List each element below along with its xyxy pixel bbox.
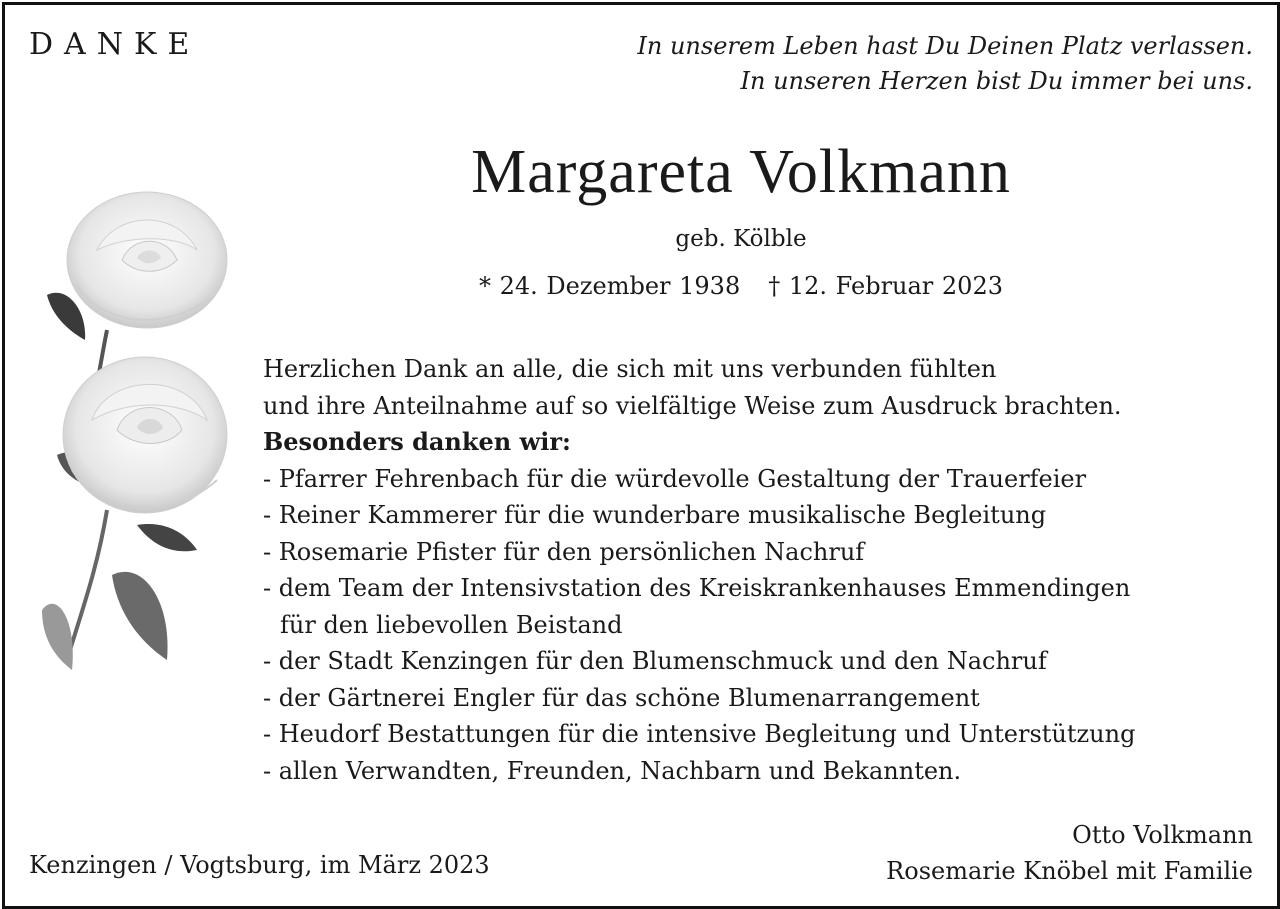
- life-dates: [205, 272, 1277, 300]
- thanks-list: [263, 461, 1243, 790]
- birth-name: geb. Kölble: [675, 226, 807, 252]
- motto: [637, 29, 1253, 99]
- danke-heading: DANKE: [29, 27, 201, 62]
- birth-date: * 24. Dezember 1938: [479, 272, 741, 300]
- list-item: - der Stadt Kenzingen für den Blumenschmuck und den Nachruf: [263, 647, 1047, 675]
- special-thanks-heading: Besonders danken wir:: [263, 427, 571, 456]
- signer-1: Otto Volkmann: [1072, 821, 1253, 849]
- rose-icon: [37, 190, 237, 690]
- thanks-line-2: und ihre Anteilnahme auf so vielfältige Weise zum Ausdruck brachten.: [263, 391, 1122, 420]
- list-item: - Heudorf Bestattungen für die intensive Begleitung und Unterstützung: [263, 720, 1136, 748]
- deceased-name: Margareta Volkmann: [471, 138, 1011, 206]
- list-item: - der Gärtnerei Engler für das schöne Blumenarrangement: [263, 683, 980, 712]
- list-item: - Rosemarie Pfister für den persönlichen Nachruf: [263, 537, 865, 566]
- signer-2: Rosemarie Knöbel mit Familie: [886, 857, 1253, 885]
- list-item: - allen Verwandten, Freunden, Nachbarn und Bekannten.: [263, 756, 962, 785]
- thanks-text: [263, 351, 1243, 789]
- motto-line-1: In unserem Leben hast Du Deinen Platz verlassen.: [637, 32, 1253, 60]
- motto-line-2: In unseren Herzen bist Du immer bei uns.: [740, 67, 1253, 95]
- list-item: - Pfarrer Fehrenbach für die würdevolle Gestaltung der Trauerfeier: [263, 464, 1087, 493]
- thanks-line-1: Herzlichen Dank an alle, die sich mit uns verbunden fühlten: [263, 355, 997, 383]
- list-item: - Reiner Kammerer für die wunderbare musikalische Begleitung: [263, 501, 1047, 529]
- obituary-card: [2, 2, 1280, 909]
- signers: [886, 817, 1253, 889]
- list-item: - dem Team der Intensivstation des Kreiskrankenhauses Emmendingen: [263, 574, 1131, 602]
- list-item-continuation: für den liebevollen Beistand: [280, 610, 623, 639]
- death-date: † 12. Februar 2023: [768, 272, 1003, 300]
- place-date: Kenzingen / Vogtsburg, im März 2023: [29, 851, 490, 879]
